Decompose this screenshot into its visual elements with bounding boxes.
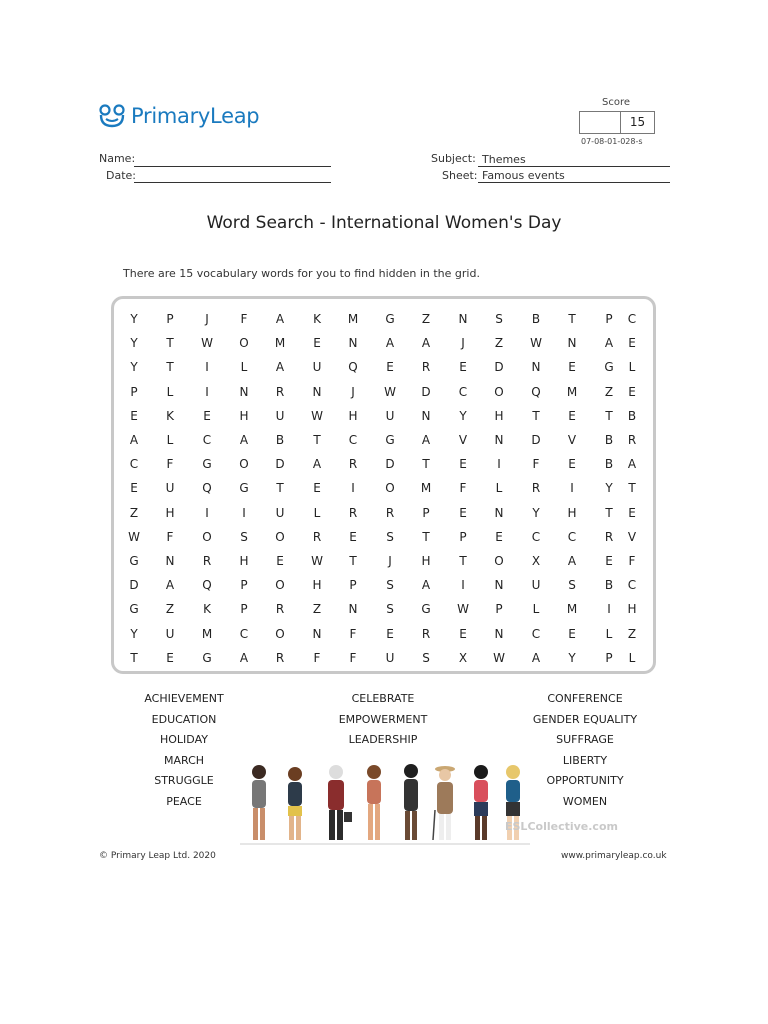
grid-cell[interactable]: C	[129, 457, 139, 472]
grid-cell[interactable]: S	[422, 650, 430, 665]
grid-cell[interactable]: G	[129, 602, 139, 617]
grid-cell[interactable]: M	[566, 602, 578, 617]
grid-cell[interactable]: R	[421, 360, 431, 375]
grid-cell[interactable]: E	[568, 457, 576, 472]
grid-cell[interactable]: E	[495, 529, 503, 544]
word-search-grid	[111, 296, 656, 674]
vocabulary-word: WOMEN	[562, 795, 608, 808]
vocabulary-word: CONFERENCE	[547, 692, 623, 705]
grid-cell[interactable]: T	[313, 433, 321, 447]
grid-cell[interactable]: B	[604, 457, 614, 472]
grid-cell[interactable]: E	[459, 457, 467, 472]
grid-cell[interactable]: N	[239, 384, 249, 399]
grid-cell[interactable]: E	[313, 336, 321, 351]
grid-cell[interactable]: P	[130, 384, 138, 399]
grid-cell[interactable]: B	[604, 578, 614, 593]
grid-cell[interactable]: H	[165, 505, 175, 520]
grid-cell[interactable]: F	[166, 529, 174, 544]
grid-cell[interactable]: F	[532, 457, 540, 472]
grid-cell[interactable]: V	[567, 433, 577, 447]
grid-cell[interactable]: E	[459, 505, 467, 520]
grid-cell[interactable]: T	[349, 554, 357, 568]
grid-cell[interactable]: W	[457, 602, 469, 617]
grid-row	[114, 651, 653, 671]
grid-cell[interactable]: U	[312, 360, 322, 375]
woman-figure-4-icon	[367, 765, 381, 840]
grid-cell[interactable]: E	[628, 384, 636, 399]
vocabulary-word: GENDER EQUALITY	[532, 712, 638, 726]
grid-cell[interactable]: Q	[202, 481, 212, 496]
grid-cell[interactable]: Y	[568, 650, 576, 665]
website-link[interactable]: www.primaryleap.co.uk	[561, 851, 667, 861]
grid-cell[interactable]: U	[275, 408, 285, 423]
grid-row	[114, 602, 653, 622]
grid-cell[interactable]: H	[312, 578, 322, 593]
grid-cell[interactable]: K	[313, 312, 321, 326]
grid-cell[interactable]: N	[312, 384, 322, 399]
vocabulary-word: OPPORTUNITY	[546, 774, 624, 788]
grid-cell[interactable]: C	[627, 312, 637, 326]
grid-cell[interactable]: O	[385, 481, 395, 496]
grid-cell[interactable]: Y	[605, 481, 613, 496]
brand-logo	[98, 104, 259, 128]
grid-row	[114, 312, 653, 332]
name-field[interactable]	[134, 153, 331, 167]
grid-cell[interactable]: E	[130, 408, 138, 423]
grid-cell[interactable]: R	[275, 650, 285, 665]
grid-cell[interactable]: Y	[532, 505, 540, 520]
grid-cell[interactable]: D	[129, 578, 139, 593]
grid-cell[interactable]: O	[239, 457, 249, 472]
grid-cell[interactable]: W	[201, 336, 213, 351]
grid-cell[interactable]: W	[384, 384, 396, 399]
grid-cell[interactable]: F	[349, 650, 357, 665]
grid-cell[interactable]: J	[461, 336, 465, 351]
grid-cell[interactable]: E	[568, 408, 576, 423]
grid-cell[interactable]: O	[275, 529, 285, 544]
grid-cell[interactable]: K	[203, 602, 211, 617]
grid-row	[114, 481, 653, 501]
grid-cell[interactable]: A	[604, 336, 614, 351]
grid-cell[interactable]: G	[385, 312, 395, 326]
grid-cell[interactable]: D	[385, 457, 395, 472]
grid-cell[interactable]: N	[312, 626, 322, 641]
grid-cell[interactable]: I	[461, 578, 465, 593]
vocabulary-word: STRUGGLE	[154, 774, 214, 788]
grid-row	[114, 530, 653, 550]
grid-cell[interactable]: E	[459, 626, 467, 641]
grid-cell[interactable]: J	[388, 554, 392, 568]
grid-cell[interactable]: V	[627, 529, 637, 544]
grid-cell[interactable]: D	[421, 384, 431, 399]
grid-cell[interactable]: S	[240, 529, 248, 544]
grid-cell[interactable]: A	[239, 433, 249, 447]
grid-cell[interactable]: I	[205, 505, 209, 520]
grid-cell[interactable]: A	[421, 433, 431, 447]
grid-cell[interactable]: E	[166, 650, 174, 665]
grid-cell[interactable]: Q	[348, 360, 358, 375]
grid-cell[interactable]: D	[275, 457, 285, 472]
vocabulary-word: HOLIDAY	[160, 733, 208, 747]
grid-cell[interactable]: N	[458, 312, 468, 326]
grid-cell[interactable]: G	[129, 554, 139, 568]
grid-cell[interactable]: U	[531, 578, 541, 593]
grid-cell[interactable]: H	[239, 554, 249, 568]
grid-cell[interactable]: C	[531, 529, 541, 544]
sheet-code: 07-08-01-028-s	[581, 137, 643, 146]
grid-cell[interactable]: Z	[165, 602, 175, 617]
brand-name: PrimaryLeap	[131, 104, 260, 128]
grid-cell[interactable]: H	[494, 408, 504, 423]
grid-cell[interactable]: G	[385, 433, 395, 447]
sheet-value: Famous events	[478, 169, 670, 183]
vocabulary-word: SUFFRAGE	[556, 733, 614, 747]
grid-row	[114, 457, 653, 477]
name-label: Name:	[99, 152, 136, 165]
grid-cell[interactable]: W	[493, 650, 505, 665]
grid-row	[114, 385, 653, 405]
grid-cell[interactable]: S	[386, 578, 394, 593]
grid-cell[interactable]: S	[386, 529, 394, 544]
grid-cell[interactable]: N	[494, 626, 504, 641]
grid-cell[interactable]: L	[532, 602, 540, 617]
grid-cell[interactable]: W	[530, 336, 542, 351]
grid-cell[interactable]: F	[628, 554, 636, 568]
grid-cell[interactable]: M	[420, 481, 432, 496]
grid-cell[interactable]: M	[566, 384, 578, 399]
grid-cell[interactable]: S	[495, 312, 503, 326]
grid-cell[interactable]: R	[348, 505, 358, 520]
grid-cell[interactable]: T	[422, 529, 430, 544]
woman-figure-2-icon	[288, 767, 302, 840]
grid-cell[interactable]: U	[385, 650, 395, 665]
grid-cell[interactable]: T	[422, 457, 430, 472]
grid-cell[interactable]: J	[351, 384, 355, 399]
vocabulary-word: MARCH	[163, 753, 205, 767]
grid-cell[interactable]: F	[166, 457, 174, 472]
grid-cell[interactable]: X	[531, 554, 541, 568]
score-label: Score	[602, 97, 631, 108]
grid-cell[interactable]: F	[349, 626, 357, 641]
woman-figure-1-icon	[252, 765, 266, 840]
grid-cell[interactable]: L	[166, 384, 174, 399]
grid-row	[114, 336, 653, 356]
woman-figure-7-icon	[474, 765, 488, 840]
grid-cell[interactable]: N	[165, 554, 175, 568]
grid-cell[interactable]: U	[165, 481, 175, 496]
grid-cell[interactable]: L	[628, 650, 636, 665]
grid-cell[interactable]: G	[202, 457, 212, 472]
vocabulary-word: EMPOWERMENT	[338, 712, 428, 726]
vocabulary-word: LIBERTY	[562, 753, 608, 767]
grid-cell[interactable]: I	[205, 360, 209, 375]
grid-row	[114, 554, 653, 574]
woman-figure-3-icon	[328, 765, 352, 840]
grid-cell[interactable]: Y	[130, 626, 138, 641]
grid-cell[interactable]: R	[202, 554, 212, 568]
grid-cell[interactable]: N	[494, 578, 504, 593]
grid-cell[interactable]: S	[568, 578, 576, 593]
grid-cell[interactable]: A	[275, 360, 285, 375]
grid-cell[interactable]: E	[203, 408, 211, 423]
grid-cell[interactable]: L	[313, 505, 321, 520]
grid-cell[interactable]: T	[276, 481, 284, 496]
grid-cell[interactable]: C	[531, 626, 541, 641]
grid-cell[interactable]: T	[628, 481, 636, 496]
grid-cell[interactable]: Z	[312, 602, 322, 617]
page-title: Word Search - International Women's Day	[206, 213, 562, 233]
grid-cell[interactable]: F	[459, 481, 467, 496]
grid-cell[interactable]: G	[239, 481, 249, 496]
grid-cell[interactable]: A	[385, 336, 395, 351]
grid-cell[interactable]: R	[421, 626, 431, 641]
grid-cell[interactable]: A	[421, 336, 431, 351]
score-blank-box	[579, 111, 621, 134]
grid-cell[interactable]: R	[604, 529, 614, 544]
grid-cell[interactable]: N	[494, 433, 504, 447]
frog-icon	[98, 104, 126, 128]
grid-cell[interactable]: Q	[531, 384, 541, 399]
grid-cell[interactable]: Y	[130, 360, 138, 375]
date-label: Date:	[106, 169, 136, 182]
grid-cell[interactable]: R	[627, 433, 637, 447]
grid-cell[interactable]: Z	[604, 384, 614, 399]
grid-row	[114, 506, 653, 526]
woman-figure-5-icon	[404, 764, 418, 840]
grid-row	[114, 433, 653, 453]
vocabulary-word: ACHIEVEMENT	[144, 692, 224, 705]
grid-cell[interactable]: P	[349, 578, 357, 593]
grid-cell[interactable]: L	[605, 626, 613, 641]
grid-cell[interactable]: E	[313, 481, 321, 496]
grid-cell[interactable]: H	[239, 408, 249, 423]
grid-cell[interactable]: N	[567, 336, 577, 351]
grid-cell[interactable]: S	[386, 602, 394, 617]
grid-cell[interactable]: Y	[130, 336, 138, 351]
grid-cell[interactable]: R	[275, 602, 285, 617]
sheet-label: Sheet:	[442, 169, 478, 182]
grid-cell[interactable]: X	[458, 650, 468, 665]
grid-row	[114, 360, 653, 380]
grid-cell[interactable]: T	[532, 408, 540, 423]
grid-cell[interactable]: F	[313, 650, 321, 665]
grid-cell[interactable]: L	[166, 433, 174, 447]
grid-cell[interactable]: Z	[627, 626, 637, 641]
grid-cell[interactable]: M	[274, 336, 286, 351]
grid-cell[interactable]: H	[567, 505, 577, 520]
grid-cell[interactable]: B	[604, 433, 614, 447]
grid-cell[interactable]: E	[459, 360, 467, 375]
date-field[interactable]	[134, 169, 331, 183]
grid-cell[interactable]: R	[348, 457, 358, 472]
grid-cell[interactable]: A	[567, 554, 577, 568]
grid-cell[interactable]: C	[348, 433, 358, 447]
grid-cell[interactable]: I	[607, 602, 611, 617]
subject-label: Subject:	[431, 152, 476, 165]
grid-cell[interactable]: T	[130, 650, 138, 665]
grid-cell[interactable]: A	[275, 312, 285, 326]
grid-cell[interactable]: R	[275, 384, 285, 399]
grid-cell[interactable]: L	[495, 481, 503, 496]
grid-cell[interactable]: Q	[202, 578, 212, 593]
grid-cell[interactable]: T	[568, 312, 576, 326]
women-illustration-icon	[240, 760, 530, 846]
grid-cell[interactable]: I	[242, 505, 246, 520]
grid-cell[interactable]: A	[239, 650, 249, 665]
grid-cell[interactable]: Z	[494, 336, 504, 351]
grid-cell[interactable]: V	[458, 433, 468, 447]
grid-cell[interactable]: N	[494, 505, 504, 520]
grid-cell[interactable]: P	[605, 650, 613, 665]
vocabulary-word: LEADERSHIP	[348, 733, 418, 747]
grid-cell[interactable]: R	[312, 529, 322, 544]
grid-cell[interactable]: F	[240, 312, 248, 326]
grid-cell[interactable]: W	[311, 408, 323, 423]
grid-cell[interactable]: H	[348, 408, 358, 423]
subject-value: Themes	[478, 153, 670, 167]
grid-cell[interactable]: I	[205, 384, 209, 399]
grid-cell[interactable]: E	[386, 626, 394, 641]
grid-cell[interactable]: E	[628, 505, 636, 520]
grid-cell[interactable]: Z	[129, 505, 139, 520]
grid-cell[interactable]: B	[531, 312, 541, 326]
grid-cell[interactable]: U	[275, 505, 285, 520]
grid-cell[interactable]: Y	[459, 408, 467, 423]
grid-cell[interactable]: E	[130, 481, 138, 496]
grid-cell[interactable]: T	[166, 360, 174, 375]
grid-cell[interactable]: R	[385, 505, 395, 520]
grid-cell[interactable]: W	[311, 554, 323, 568]
grid-cell[interactable]: N	[348, 602, 358, 617]
grid-cell[interactable]: T	[605, 408, 613, 423]
grid-cell[interactable]: J	[205, 312, 209, 326]
vocabulary-word: EDUCATION	[151, 712, 217, 726]
grid-row	[114, 409, 653, 429]
grid-cell[interactable]: Z	[421, 312, 431, 326]
grid-cell[interactable]: A	[627, 457, 637, 472]
grid-cell[interactable]: G	[202, 650, 212, 665]
grid-cell[interactable]: G	[421, 602, 431, 617]
grid-cell[interactable]: T	[605, 505, 613, 520]
grid-cell[interactable]: E	[386, 360, 394, 375]
grid-cell[interactable]: C	[567, 529, 577, 544]
grid-cell[interactable]: E	[568, 360, 576, 375]
grid-cell[interactable]: M	[201, 626, 213, 641]
grid-cell[interactable]: G	[604, 360, 614, 375]
grid-cell[interactable]: P	[605, 312, 613, 326]
grid-cell[interactable]: A	[421, 578, 431, 593]
grid-cell[interactable]: O	[494, 554, 504, 568]
grid-cell[interactable]: O	[275, 626, 285, 641]
vocabulary-word: PEACE	[166, 795, 202, 808]
grid-cell[interactable]: L	[628, 360, 636, 375]
grid-row	[114, 627, 653, 647]
grid-cell[interactable]: C	[627, 578, 637, 593]
grid-cell[interactable]: L	[240, 360, 248, 375]
grid-cell[interactable]: O	[202, 529, 212, 544]
grid-cell[interactable]: A	[531, 650, 541, 665]
watermark-text: ESLCollective.com	[505, 820, 618, 833]
grid-cell[interactable]: W	[128, 529, 140, 544]
grid-cell[interactable]: I	[570, 481, 574, 496]
grid-cell[interactable]: E	[349, 529, 357, 544]
grid-cell[interactable]: T	[166, 336, 174, 351]
intro-text: There are 15 vocabulary words for you to find hidden in the grid.	[123, 267, 480, 280]
grid-cell[interactable]: E	[605, 554, 613, 568]
grid-cell[interactable]: K	[166, 408, 174, 423]
grid-cell[interactable]: A	[165, 578, 175, 593]
grid-cell[interactable]: A	[312, 457, 322, 472]
grid-cell[interactable]: I	[351, 481, 355, 496]
grid-cell[interactable]: D	[494, 360, 504, 375]
grid-cell[interactable]: U	[165, 626, 175, 641]
grid-cell[interactable]: C	[458, 384, 468, 399]
grid-cell[interactable]: D	[531, 433, 541, 447]
grid-cell[interactable]: E	[568, 626, 576, 641]
grid-cell[interactable]: C	[202, 433, 212, 447]
grid-cell[interactable]: O	[275, 578, 285, 593]
grid-cell[interactable]: E	[276, 554, 284, 568]
grid-row	[114, 578, 653, 598]
grid-cell[interactable]: U	[385, 408, 395, 423]
grid-cell[interactable]: P	[459, 529, 467, 544]
grid-cell[interactable]: M	[347, 312, 359, 326]
grid-cell[interactable]: B	[627, 408, 637, 423]
grid-cell[interactable]: H	[421, 554, 431, 568]
vocabulary-word: CELEBRATE	[351, 692, 415, 705]
grid-cell[interactable]: O	[494, 384, 504, 399]
grid-cell[interactable]: Y	[130, 312, 138, 326]
grid-cell[interactable]: P	[495, 602, 503, 617]
copyright-text: © Primary Leap Ltd. 2020	[99, 851, 216, 861]
score-value: 15	[620, 111, 655, 134]
grid-cell[interactable]: C	[239, 626, 249, 641]
grid-cell[interactable]: R	[531, 481, 541, 496]
grid-cell[interactable]: H	[627, 602, 637, 617]
grid-cell[interactable]: B	[275, 433, 285, 447]
grid-cell[interactable]: N	[348, 336, 358, 351]
grid-cell[interactable]: O	[239, 336, 249, 351]
grid-cell[interactable]: E	[628, 336, 636, 351]
grid-cell[interactable]: P	[422, 505, 430, 520]
woman-figure-6-icon	[433, 766, 455, 840]
grid-cell[interactable]: P	[240, 602, 248, 617]
grid-cell[interactable]: N	[421, 408, 431, 423]
grid-cell[interactable]: N	[531, 360, 541, 375]
grid-cell[interactable]: T	[459, 554, 467, 568]
grid-cell[interactable]: P	[166, 312, 174, 326]
grid-cell[interactable]: P	[240, 578, 248, 593]
grid-cell[interactable]: A	[129, 433, 139, 447]
grid-cell[interactable]: I	[497, 457, 501, 472]
